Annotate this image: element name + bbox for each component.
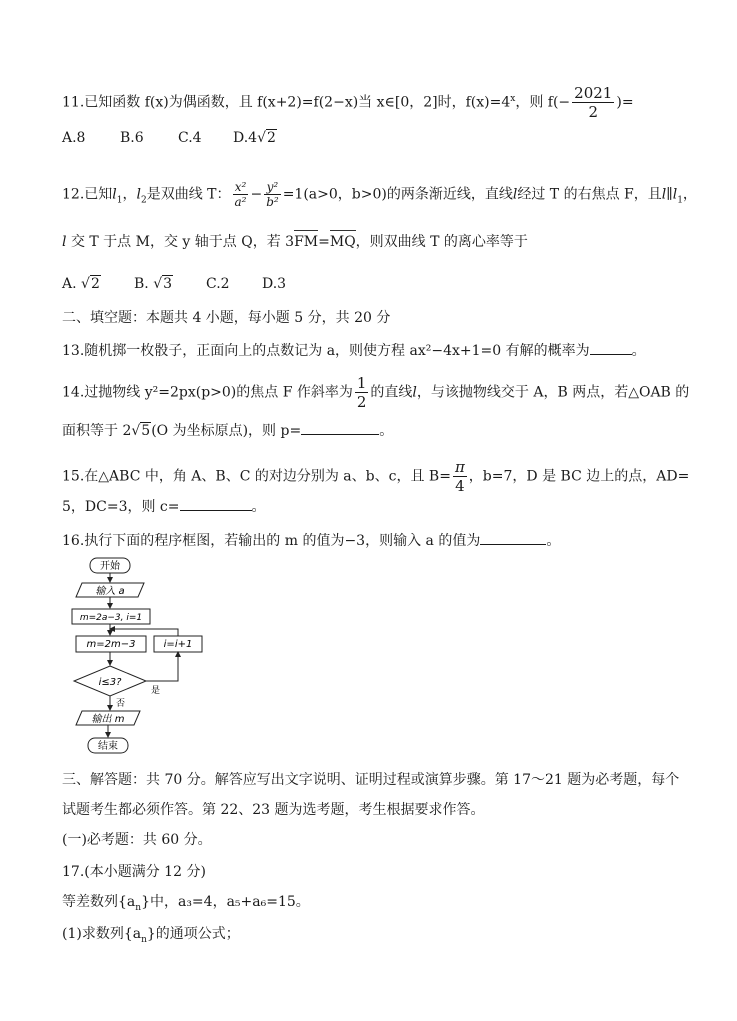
q11-option-b: B.6 — [120, 130, 144, 146]
q15-line2-text: 5，DC=3，则 c= — [62, 499, 180, 515]
q16-answer-blank — [480, 530, 546, 545]
question-11-stem — [62, 84, 634, 121]
q17-part1-post: }的通项公式； — [146, 926, 240, 942]
q12-option-b-prefix: B. — [134, 276, 149, 292]
q12-line2-text-b: ，则双曲线 T 的离心率等于 — [355, 234, 528, 250]
section-3-title-line1: 三、解答题：共 70 分。解答应写出文字说明、证明过程或演算步骤。第 17～21 题为必考题，每个 — [62, 772, 680, 788]
flow-input-text: 输入 a — [95, 586, 125, 597]
q12-option-b — [134, 274, 206, 294]
q12-par-l1: l — [672, 186, 678, 203]
q15-end: 。 — [251, 499, 266, 515]
q16-end: 。 — [546, 533, 561, 549]
flow-update-i-text: i=i+1 — [163, 639, 193, 650]
q17-stem-post: }中，a₃=4，a₅+a₆=15。 — [141, 894, 310, 910]
q15-fraction — [453, 458, 467, 495]
question-17-stem — [62, 892, 310, 918]
q12-equals: = — [318, 234, 330, 250]
q12-option-b-sqrt: √3 — [153, 276, 173, 292]
q12-text-post: =1(a>0，b>0)的两条渐近线，直线 — [282, 186, 513, 203]
q12-option-a-radicand: 2 — [90, 276, 100, 292]
q12-option-a-sqrt: √2 — [81, 276, 100, 292]
q12-line2-l: l — [62, 234, 67, 250]
q12-l1: l — [112, 186, 117, 203]
q11-option-d — [233, 128, 277, 148]
q12-par-l1-sub: 1 — [677, 195, 683, 206]
q12-frac-x — [233, 180, 249, 209]
question-12-stem — [62, 180, 697, 210]
q12-text-end: 经过 T 的右焦点 F，且 — [517, 186, 662, 203]
q17-part1-sub: n — [141, 934, 147, 945]
q11-exponent: x — [510, 93, 516, 104]
q12-text-mid: 是双曲线 T： — [146, 186, 231, 203]
q15-text-post: ，b=7，D 是 BC 边上的点，AD= — [468, 468, 690, 485]
flow-update-m-text: m=2m−3 — [86, 639, 136, 650]
q16-text: 16.执行下面的程序框图，若输出的 m 的值为−3，则输入 a 的值为 — [62, 533, 481, 549]
question-13 — [62, 340, 646, 361]
q12-comma: ， — [122, 186, 137, 203]
flow-yes-label: 是 — [151, 686, 161, 696]
q12-frac-y-num: y² — [264, 180, 281, 195]
q12-l2-sub: 2 — [140, 195, 147, 206]
flow-condition-text: i≤3? — [98, 677, 122, 688]
q11-frac-den: 2 — [588, 103, 599, 121]
q15-answer-blank — [180, 496, 252, 511]
q11-option-d-radicand: 2 — [267, 130, 276, 146]
section-3-title-line2: 试题考生都必须作答。第 22、23 题为选考题，考生根据要求作答。 — [62, 802, 485, 818]
q12-l2: l — [136, 186, 141, 203]
q17-stem-pre: 等差数列{a — [62, 894, 136, 910]
q11-text-a: 11.已知函数 f(x)为偶函数，且 f(x+2)=f(2−x)当 x∈[0，2]时，f(x)=4 — [62, 94, 511, 111]
q17-stem-sub: n — [135, 902, 142, 913]
q14-fraction — [355, 374, 369, 411]
q12-parallel: ∥ — [666, 186, 673, 203]
flow-end-text: 结束 — [98, 741, 118, 752]
q14-frac-den: 2 — [356, 393, 367, 411]
q17-part1-pre: (1)求数列{a — [62, 926, 142, 942]
q15-frac-den: 4 — [455, 477, 465, 495]
flowchart — [68, 555, 218, 760]
flow-no-label: 否 — [116, 699, 126, 709]
q12-option-c: C.2 — [206, 276, 230, 292]
q13-text: 13.随机掷一枚骰子，正面向上的点数记为 a，则使方程 ax²−4x+1=0 有解的概率为 — [62, 343, 590, 359]
q12-frac-x-den: a² — [234, 195, 247, 209]
question-11-options — [62, 128, 277, 148]
q12-end-comma: ， — [682, 186, 697, 203]
q11-fraction — [572, 84, 614, 121]
q12-minus: − — [250, 186, 263, 203]
q12-line2-text-a: 交 T 于点 M，交 y 轴于点 Q，若 3 — [70, 234, 295, 250]
q15-frac-num: π — [454, 458, 465, 476]
q14-line2-pre: 面积等于 2 — [62, 423, 132, 439]
question-14-line2 — [62, 420, 393, 441]
q12-vector-mq: MQ — [329, 234, 356, 250]
q11-text-b: ，则 f(− — [515, 94, 571, 111]
q13-end: 。 — [631, 343, 646, 359]
q14-sqrt: √5 — [131, 423, 151, 439]
q12-option-a — [62, 274, 134, 294]
flow-output-text: 输出 m — [91, 714, 125, 725]
flow-init-text: m=2a−3, i=1 — [79, 613, 143, 623]
q11-option-d-sqrt: √2 — [257, 130, 276, 146]
q12-frac-y-den: b² — [266, 195, 279, 209]
q12-frac-y — [264, 180, 281, 209]
q12-text-pre: 12.已知 — [62, 186, 113, 203]
q14-end: 。 — [379, 423, 394, 439]
question-12-line2 — [62, 232, 528, 252]
question-15-line1 — [62, 458, 689, 495]
q12-option-d: D.3 — [262, 276, 287, 292]
q12-frac-x-num: x² — [233, 180, 249, 195]
q12-option-b-radicand: 3 — [163, 276, 173, 292]
q14-text-pre: 14.过抛物线 y²=2px(p>0)的焦点 F 作斜率为 — [62, 384, 353, 401]
q13-answer-blank — [590, 340, 632, 355]
q11-text-c: )= — [616, 94, 634, 111]
q12-vector-fm: FM — [294, 234, 319, 250]
question-16 — [62, 530, 560, 551]
q11-option-d-prefix: D.4 — [233, 130, 258, 146]
q12-l: l — [512, 186, 518, 203]
question-17-part-1 — [62, 924, 240, 950]
q14-frac-num: 1 — [356, 374, 367, 392]
flow-start-text: 开始 — [100, 561, 120, 572]
q14-text-mid: 的直线 — [370, 384, 413, 401]
q11-frac-num: 2021 — [574, 84, 613, 102]
required-section-heading: (一)必考题：共 60 分。 — [62, 832, 212, 848]
question-17-title: 17.(本小题满分 12 分) — [62, 864, 206, 880]
flow-edge-yes — [146, 652, 178, 681]
q14-radicand: 5 — [141, 423, 151, 439]
q14-line2-post: (O 为坐标原点)，则 p= — [151, 423, 302, 439]
q12-par-l: l — [661, 186, 667, 203]
q12-option-a-prefix: A. — [62, 276, 77, 292]
q11-option-c: C.4 — [178, 130, 202, 146]
flow-edge-loop — [110, 629, 178, 636]
section-2-title: 二、填空题：本题共 4 小题，每小题 5 分，共 20 分 — [62, 310, 391, 326]
q14-answer-blank — [301, 420, 379, 435]
q12-l1-sub: 1 — [116, 195, 123, 206]
q14-l: l — [412, 384, 417, 401]
question-14-line1 — [62, 374, 689, 411]
q15-text-pre: 15.在△ABC 中，角 A、B、C 的对边分别为 a、b、c，且 B= — [62, 468, 451, 485]
q14-text-post: ，与该抛物线交于 A，B 两点，若△OAB 的 — [416, 384, 690, 401]
question-12-options — [62, 274, 286, 294]
q11-option-a: A.8 — [62, 130, 86, 146]
question-15-line2 — [62, 496, 266, 517]
